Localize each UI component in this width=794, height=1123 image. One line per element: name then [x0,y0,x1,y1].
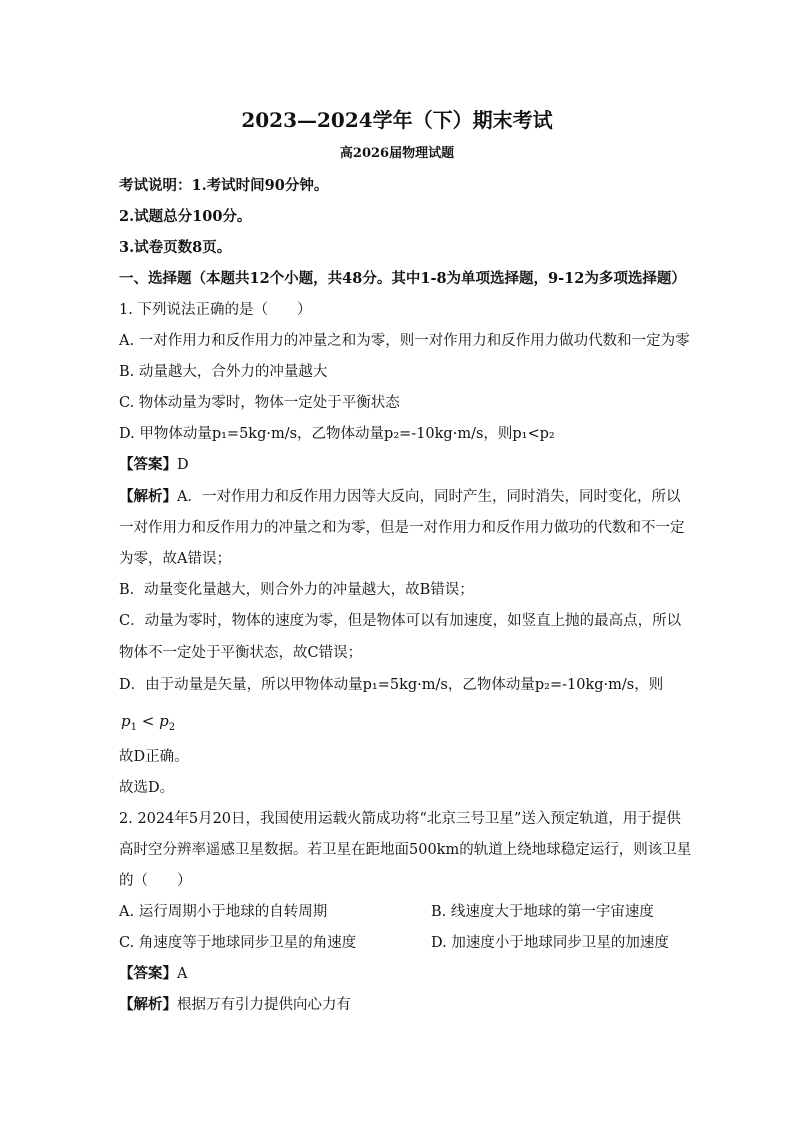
analysis-text: 物体不一定处于平衡状态，故C错误； [119,645,363,661]
answer-value: A [177,966,188,982]
question-stem: 高时空分辨率遥感卫星数据。若卫星在距地面500km的轨道上绕地球稳定运行，则该卫星 [119,842,692,858]
option-b: B. 动量越大，合外力的冲量越大 [119,364,328,380]
answer-line [119,455,189,475]
instruction-line: 2.试题总分100分。 [119,208,252,225]
section-heading: 一、选择题（本题共12个小题，共48分。其中1-8为单项选择题，9-12为多项选择题） [119,270,686,287]
formula-operator: < [136,712,160,730]
analysis-text: 根据万有引力提供向心力有 [177,997,351,1013]
answer-tag: 【答案】 [119,456,177,473]
formula-p1: p [121,712,131,730]
question-stem: 的（ ） [119,873,192,889]
analysis-text: D．由于动量是矢量，所以甲物体动量p₁=5kg·m/s，乙物体动量p₂=-10kg·m/s，则 [119,677,664,693]
option-a: A. 运行周期小于地球的自转周期 [119,904,328,920]
conclusion: 故D正确。 [119,749,189,765]
option-d: D. 加速度小于地球同步卫星的加速度 [431,935,669,951]
page-subtitle: 高2026届物理试题 [339,146,455,161]
formula [121,711,175,738]
formula-sub1: 1 [130,722,137,733]
option-c: C. 角速度等于地球同步卫星的角速度 [119,935,357,951]
analysis-text: 一对作用力和反作用力的冲量之和为零，但是一对作用力和反作用力做功的代数和不一定 [119,520,685,536]
analysis-tag: 【解析】 [119,996,177,1013]
answer-line [119,964,187,984]
page-title: 2023—2024学年（下）期末考试 [241,108,553,132]
analysis-text: B．动量变化量越大，则合外力的冲量越大，故B错误； [119,582,474,598]
formula-sub2: 2 [168,722,176,733]
option-d: D. 甲物体动量p₁=5kg·m/s，乙物体动量p₂=-10kg·m/s，则p₁<p₂ [119,426,555,442]
answer-tag: 【答案】 [119,965,177,982]
analysis-text: C．动量为零时，物体的速度为零，但是物体可以有加速度，如竖直上抛的最高点，所以 [119,613,682,629]
option-a: A. 一对作用力和反作用力的冲量之和为零，则一对作用力和反作用力做功代数和一定为零 [119,333,690,349]
choose-line: 故选D。 [119,780,175,796]
formula-p2: p [159,712,169,730]
instruction-line: 3.试卷页数8页。 [119,239,232,256]
analysis-line [119,995,351,1015]
analysis-text: 为零，故A错误； [119,551,231,567]
answer-value: D [177,457,189,473]
analysis-line [119,487,680,507]
analysis-text: A．一对作用力和反作用力因等大反向，同时产生，同时消失，同时变化，所以 [177,489,681,505]
analysis-tag: 【解析】 [119,488,177,505]
option-c: C. 物体动量为零时，物体一定处于平衡状态 [119,395,400,411]
option-b: B. 线速度大于地球的第一宇宙速度 [431,904,654,920]
question-stem: 1. 下列说法正确的是（ ） [119,302,312,318]
question-stem: 2. 2024年5月20日，我国使用运载火箭成功将“北京三号卫星”送入预定轨道，用于提供 [119,811,681,827]
instruction-line: 考试说明：1.考试时间90分钟。 [119,177,329,194]
